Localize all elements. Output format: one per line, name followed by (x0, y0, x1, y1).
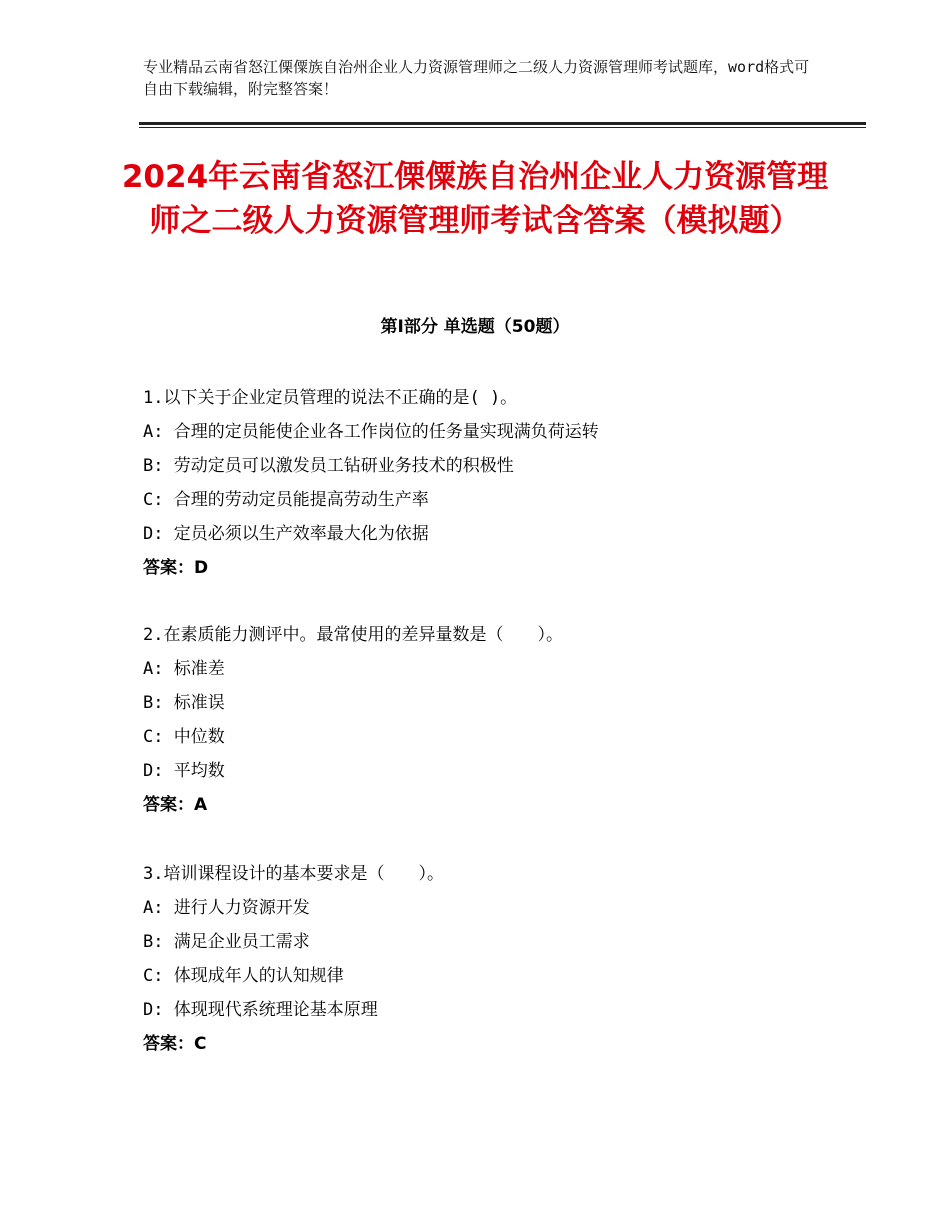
option-c: C: 合理的劳动定员能提高劳动生产率 (143, 490, 429, 510)
option-d: D: 体现现代系统理论基本原理 (143, 1000, 378, 1020)
option-c: C: 中位数 (143, 727, 225, 747)
document-title: 2024年云南省怒江傈僳族自治州企业人力资源管理师之二级人力资源管理师考试含答案（模拟题） (121, 159, 829, 239)
option-a: A: 进行人力资源开发 (143, 898, 310, 918)
question-text: 2.在素质能力测评中。最常使用的差异量数是（ ）。 (143, 625, 563, 645)
question-2 (143, 618, 863, 822)
question-text: 1.以下关于企业定员管理的说法不正确的是( )。 (143, 388, 518, 408)
option-b: B: 劳动定员可以激发员工钻研业务技术的积极性 (143, 456, 514, 476)
answer-label: 答案：D (143, 558, 209, 578)
question-text: 3.培训课程设计的基本要求是（ ）。 (143, 864, 444, 884)
answer-label: 答案：C (143, 1034, 207, 1054)
option-a: A: 合理的定员能使企业各工作岗位的任务量实现满负荷运转 (143, 422, 599, 442)
option-b: B: 满足企业员工需求 (143, 932, 310, 952)
header-note: 专业精品云南省怒江傈僳族自治州企业人力资源管理师之二级人力资源管理师考试题库，word格式可自由下载编辑，附完整答案！ (143, 58, 810, 98)
question-3 (143, 857, 863, 1061)
answer-label: 答案：A (143, 795, 208, 815)
header-rule-thick (139, 122, 866, 125)
option-a: A: 标准差 (143, 659, 225, 679)
header-rule-thin (139, 127, 866, 128)
question-1 (143, 381, 863, 585)
option-c: C: 体现成年人的认知规律 (143, 966, 344, 986)
option-d: D: 平均数 (143, 761, 225, 781)
option-d: D: 定员必须以生产效率最大化为依据 (143, 524, 429, 544)
option-b: B: 标准误 (143, 693, 225, 713)
section-heading: 第Ⅰ部分 单选题（50题） (380, 317, 570, 337)
